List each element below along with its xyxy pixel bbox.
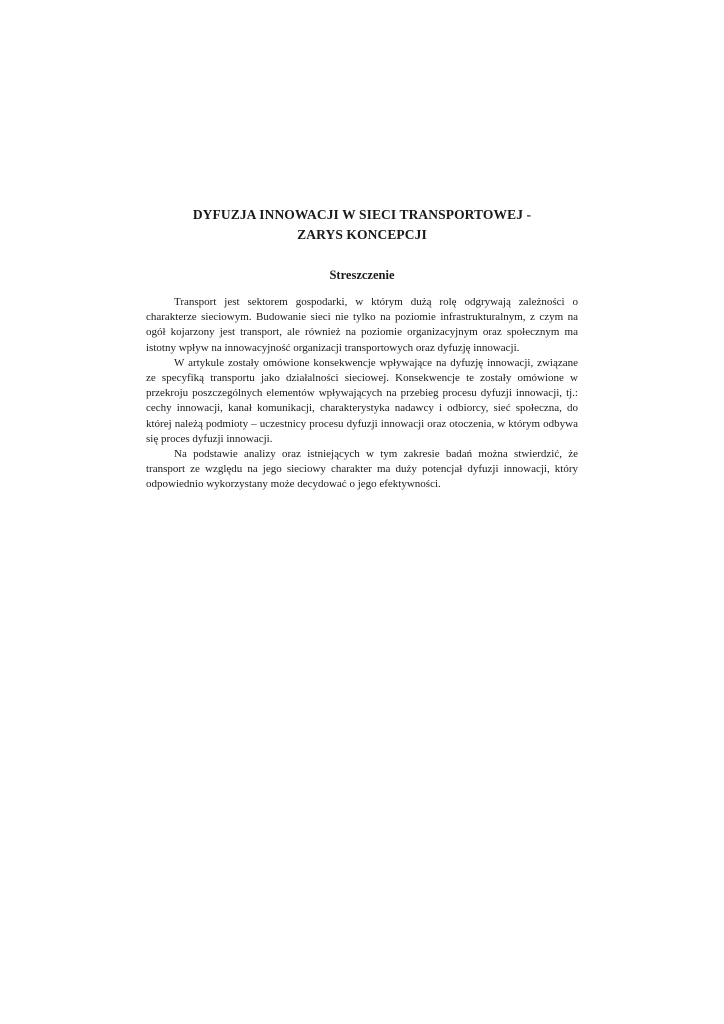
abstract-body [146,295,578,493]
title-line-2: ZARYS KONCEPCJI [297,227,427,242]
title-line-1: DYFUZJA INNOWACJI W SIECI TRANSPORTOWEJ - [192,207,532,222]
abstract-paragraph-1: Transport jest sektorem gospodarki, w którym dużą rolę odgrywają zależności o charakterze sieciowym. Budowanie sieci nie tylko na poziomie infrastrukturalnym, z czym na ogół kojarzony jest transport, ale również na poziomie organizacyjnym oraz społecznym ma istotny wpływ na innowacyjność organizacji transportowych oraz dyfuzję innowacji. [146,296,578,354]
document-title [0,205,724,245]
abstract-paragraph-2: W artykule zostały omówione konsekwencje wpływające na dyfuzję innowacji, związane ze specyfiką transportu jako działalności sieciowej. Konsekwencje te zostały omówione w przekroju poszczególnych elementów wpływających na przebieg procesu dyfuzji innowacji, tj.: cechy innowacji, kanał komunikacji, charakterystyka nadawcy i odbiorcy, sieć społeczna, do której należą podmioty – uczestnicy procesu dyfuzji innowacji oraz otoczenia, w którym odbywa się proces dyfuzji innowacji. [146,356,578,445]
abstract-heading: Streszczenie [329,268,395,282]
abstract-paragraph-3: Na podstawie analizy oraz istniejących w tym zakresie badań można stwierdzić, że transport ze względu na jego sieciowy charakter ma duży potencjał dyfuzji innowacji, który odpowiednio wykorzystany może decydować o jego efektywności. [146,448,578,491]
